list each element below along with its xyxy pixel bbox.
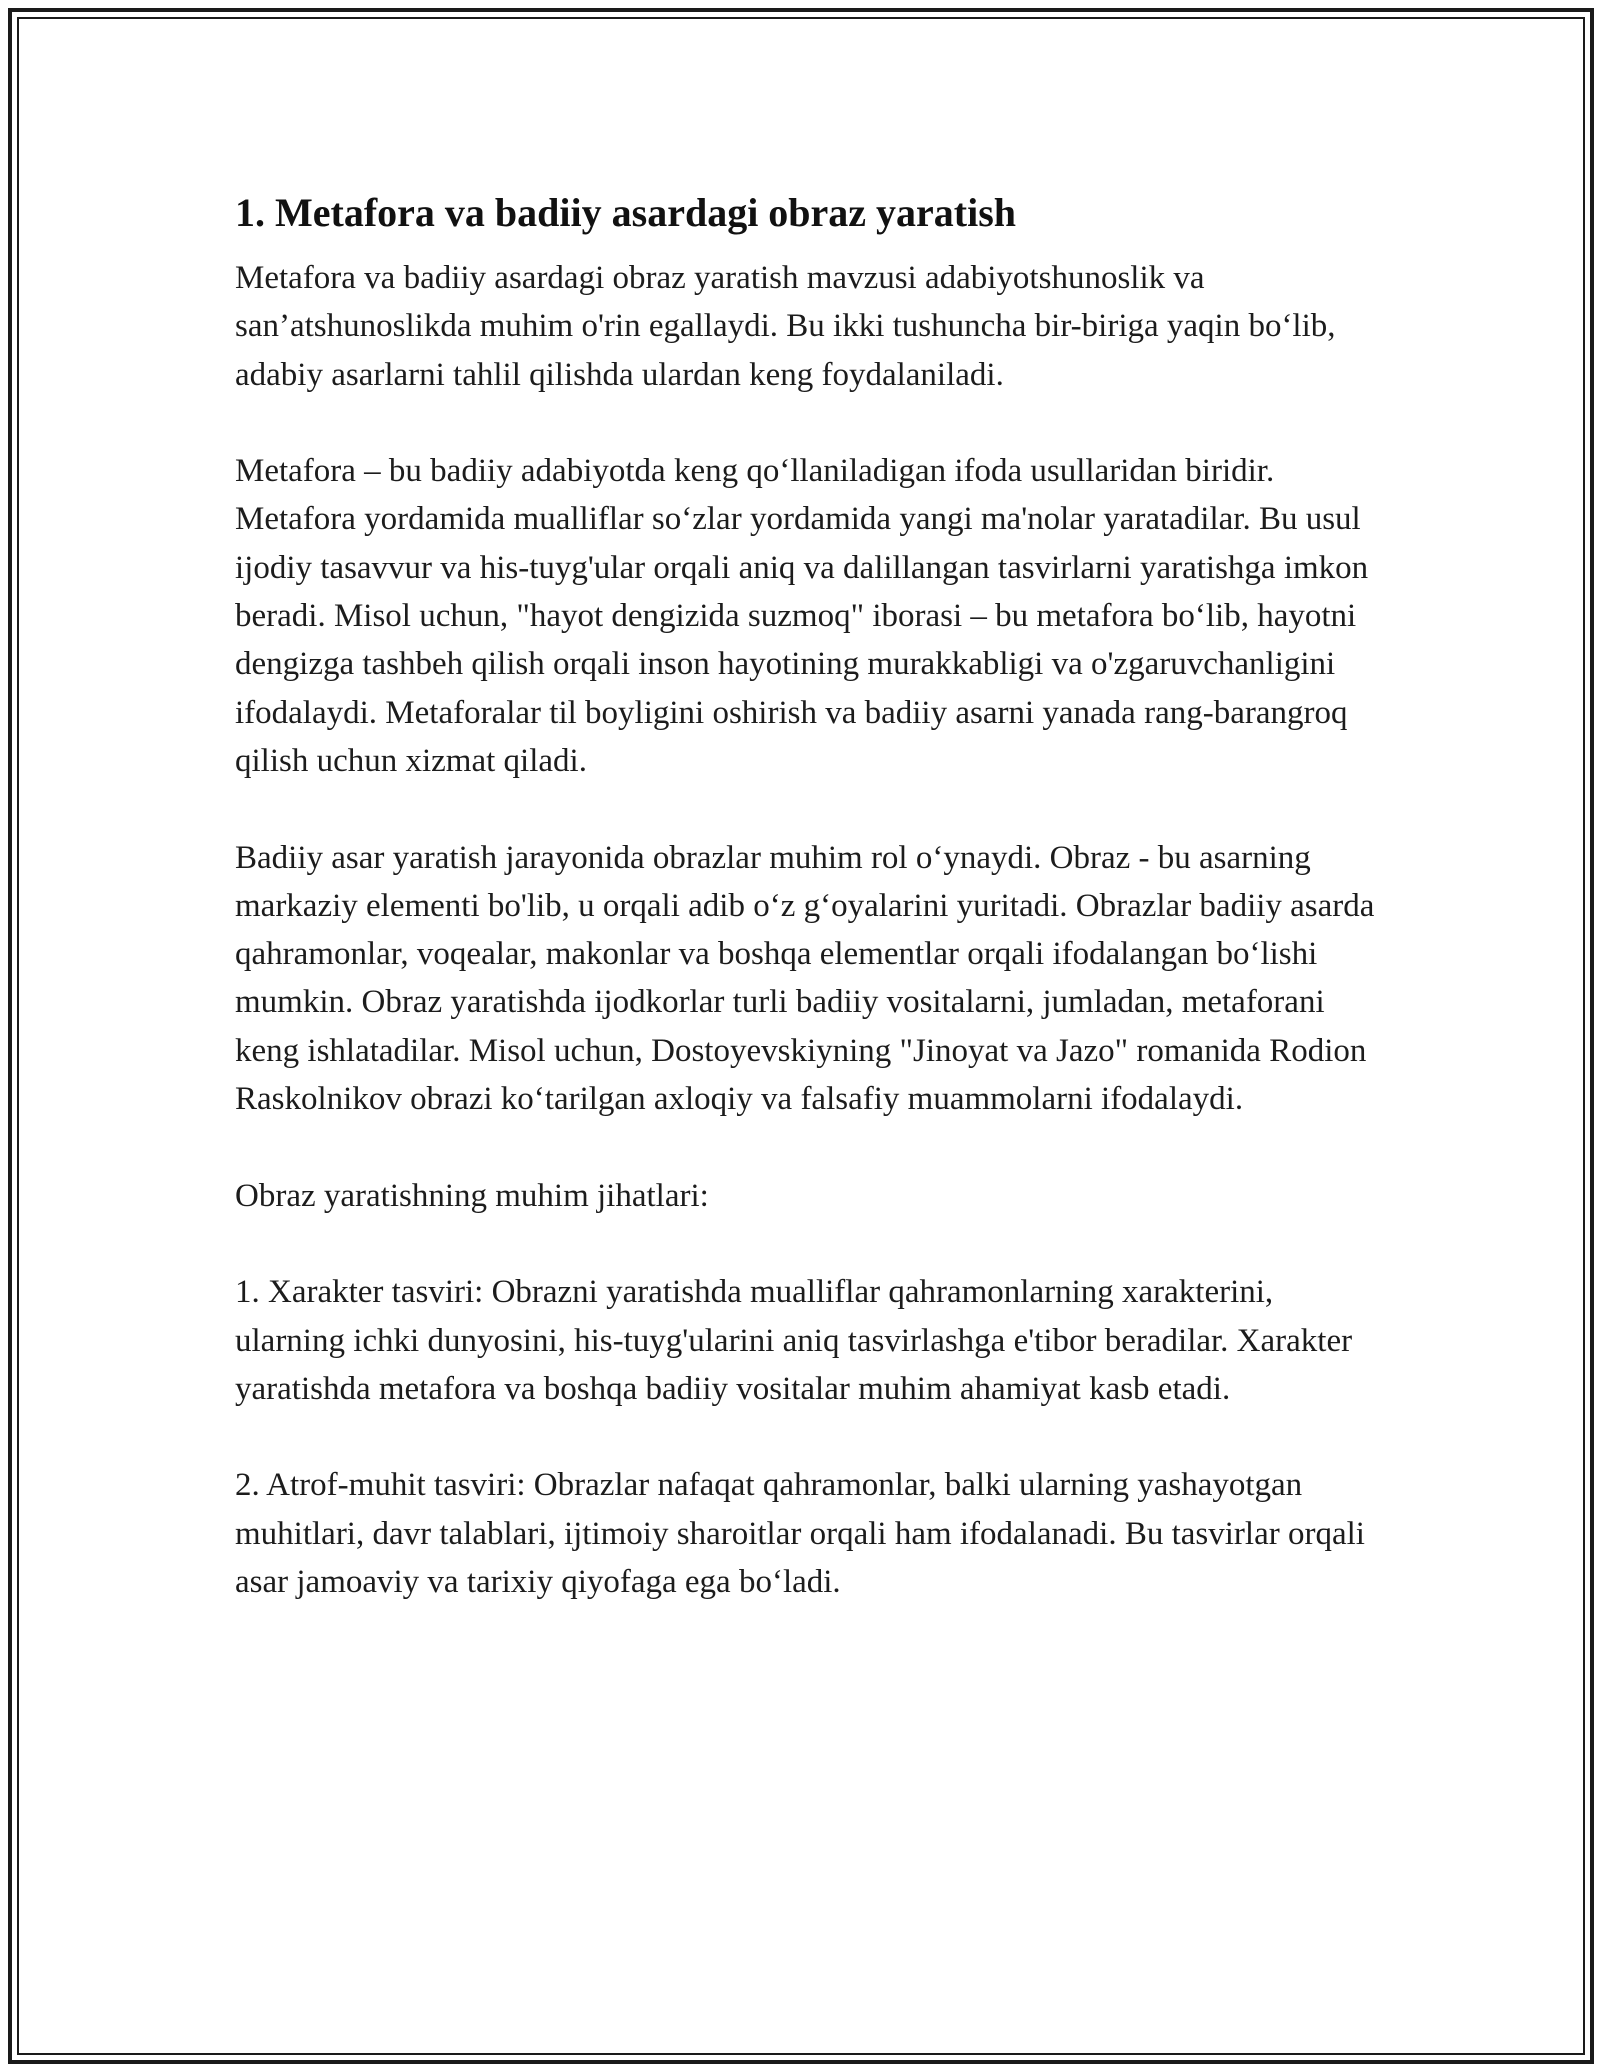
metafora-paragraph: Metafora – bu badiiy adabiyotda keng qo‘llaniladigan ifoda usullaridan biridir. Metafora yordamida mualliflar so‘zlar yordamida yangi ma'nolar yaratadilar. Bu usul ijodiy tasavvur va his-tuyg'ular orqali aniq va dalillangan tasvirlarni yaratishga imkon beradi. Misol uchun, "hayot dengizida suzmoq" iborasi – bu metafora bo‘lib, hayotni dengizga tashbeh qilish orqali inson hayotining murakkabligi va o'zgaruvchanligini ifodalaydi. Metaforalar til boyligini oshirish va badiiy asarni yanada rang-barangroq qilish uchun xizmat qiladi. [235, 453, 1369, 779]
list-item-character: 1. Xarakter tasviri: Obrazni yaratishda mualliflar qahramonlarning xarakterini, ularning ichki dunyosini, his-tuyg'ularini aniq tasvirlashga e'tibor beradilar. Xarakter yaratishda metafora va boshqa badiiy vositalar muhim ahamiyat kasb etadi. [235, 1274, 1353, 1407]
document-body [235, 186, 1385, 1606]
obraz-paragraph: Badiiy asar yaratish jarayonida obrazlar muhim rol o‘ynaydi. Obraz - bu asarning markaziy elementi bo'lib, u orqali adib o‘z g‘oyalarini yuritadi. Obrazlar badiiy asarda qahramonlar, voqealar, makonlar va boshqa elementlar orqali ifodalangan bo‘lishi mumkin. Obraz yaratishda ijodkorlar turli badiiy vositalarni, jumladan, metaforani keng ishlatadilar. Misol uchun, Dostoyevskiyning "Jinoyat va Jazo" romanida Rodion Raskolnikov obrazi ko‘tarilgan axloqiy va falsafiy muammolarni ifodalaydi. [235, 839, 1375, 1118]
section-title: 1. Metafora va badiiy asardagi obraz yaratish [235, 190, 1017, 235]
intro-paragraph: Metafora va badiiy asardagi obraz yaratish mavzusi adabiyotshunoslik va san’atshunoslikda muhim o'rin egallaydi. Bu ikki tushuncha bir-biriga yaqin bo‘lib, adabiy asarlarni tahlil qilishda ulardan keng foydalaniladi. [235, 260, 1336, 393]
list-item-environment: 2. Atrof-muhit tasviri: Obrazlar nafaqat qahramonlar, balki ularning yashayotgan muhitlari, davr talablari, ijtimoiy sharoitlar orqali ham ifodalanadi. Bu tasvirlar orqali asar jamoaviy va tarixiy qiyofaga ega bo‘ladi. [235, 1467, 1365, 1601]
aspects-heading-paragraph: Obraz yaratishning muhim jihatlari: [235, 1177, 709, 1214]
